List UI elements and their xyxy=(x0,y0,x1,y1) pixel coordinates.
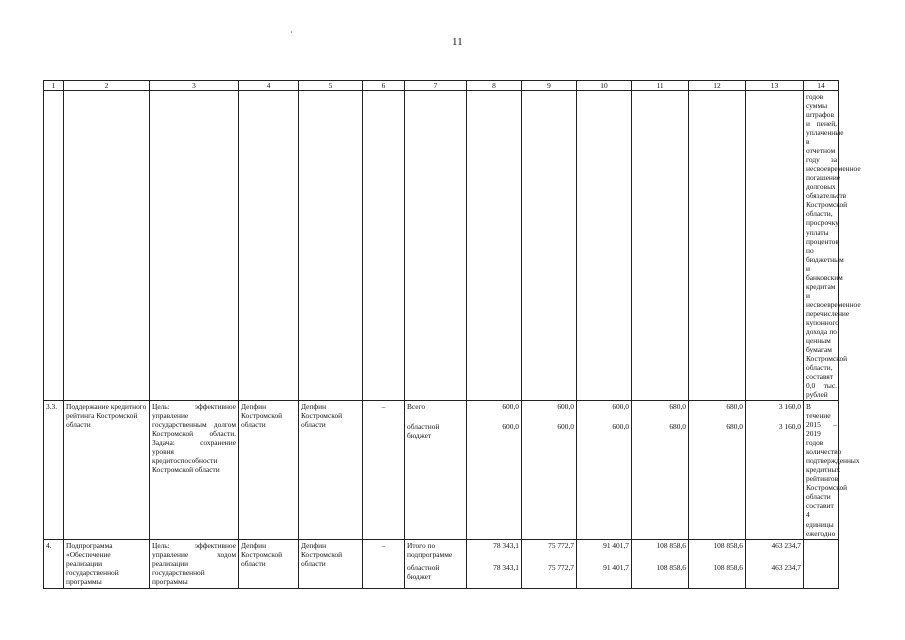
value-total: 680,0 xyxy=(726,402,743,412)
header-cell: 4 xyxy=(239,81,299,91)
executor-cell: Депфин Костромской области xyxy=(239,401,299,539)
header-cell: 9 xyxy=(522,81,577,91)
header-row xyxy=(44,81,839,91)
value-cell xyxy=(746,401,804,539)
value-total: 91 401,7 xyxy=(603,540,629,550)
col6-cell: – xyxy=(363,401,405,539)
table-row-continuation xyxy=(44,91,839,401)
result-cell xyxy=(804,539,839,588)
header-cell: 3 xyxy=(150,81,239,91)
header-cell: 10 xyxy=(577,81,632,91)
value-budget: 680,0 xyxy=(669,422,686,432)
value-cell xyxy=(522,401,577,539)
value-total: 600,0 xyxy=(557,402,574,412)
header-cell: 1 xyxy=(44,81,64,91)
value-cell xyxy=(522,539,577,588)
value-budget: 108 858,6 xyxy=(713,562,743,572)
event-name: Подпрограмма «Обеспечение реализации государственной программы xyxy=(64,539,150,588)
header-cell: 6 xyxy=(363,81,405,91)
executor-cell: Депфин Костромской области xyxy=(239,539,299,588)
value-total: 463 234,7 xyxy=(771,540,801,550)
value-total: 3 160,0 xyxy=(778,402,801,412)
value-cell xyxy=(689,539,746,588)
participant-cell: Депфин Костромской области xyxy=(299,539,363,588)
value-total: 108 858,6 xyxy=(713,540,743,550)
program-table xyxy=(43,80,861,589)
header-cell: 14 xyxy=(804,81,839,91)
row-number: 4. xyxy=(44,539,64,588)
source-budget: областной бюджет xyxy=(407,422,440,441)
value-total: 75 772,7 xyxy=(548,540,574,550)
value-cell xyxy=(689,401,746,539)
value-cell xyxy=(577,401,632,539)
header-cell: 7 xyxy=(405,81,467,91)
header-cell: 13 xyxy=(746,81,804,91)
value-total: 108 858,6 xyxy=(656,540,686,550)
value-cell xyxy=(577,539,632,588)
result-cell: В течение 2015 – 2019 годов количество подтвержденных кредитных рейтингов Костромской области составит 4 единицы ежегодно xyxy=(804,401,839,539)
event-name: Поддержание кредитного рейтинга Костромской области xyxy=(64,401,150,539)
header-cell: 5 xyxy=(299,81,363,91)
source-budget: областной бюджет xyxy=(407,562,440,581)
result-cell: годов суммы штрафов и пеней, уплаченные в отчетном году за несвоевременное погашение долговых обязательств Костромской области, просрочку уплаты процентов по бюджетным и банковским кредитам и несвоевременное перечисление купонного дохода по ценным бумагам Костромской области, составят 0,0 тыс. рублей xyxy=(804,91,839,401)
source-total: Всего xyxy=(407,402,426,412)
header-cell: 8 xyxy=(467,81,522,91)
value-cell xyxy=(632,539,689,588)
participant-cell: Депфин Костромской области xyxy=(299,401,363,539)
source-cell xyxy=(405,539,467,588)
source-cell xyxy=(405,401,467,539)
value-budget: 3 160,0 xyxy=(778,422,801,432)
header-cell: 12 xyxy=(689,81,746,91)
goal-cell: Цель: эффективное управление ходом реализации государственной программы xyxy=(150,539,239,588)
value-budget: 108 858,6 xyxy=(656,562,686,572)
goal-cell: Цель: эффективное управление государственным долгом Костромской области. Задача: сохранение уровня кредитоспособности Костромской области xyxy=(150,401,239,539)
value-cell xyxy=(632,401,689,539)
value-budget: 91 401,7 xyxy=(603,562,629,572)
stray-dot: · xyxy=(290,28,293,37)
table-row-4 xyxy=(44,539,839,588)
value-budget: 600,0 xyxy=(502,422,519,432)
col6-cell: – xyxy=(363,539,405,588)
value-cell xyxy=(467,401,522,539)
value-cell xyxy=(467,539,522,588)
value-total: 78 343,1 xyxy=(493,540,519,550)
source-total: Итого по подпрограмме xyxy=(407,540,453,559)
row-number: 3.3. xyxy=(44,401,64,539)
table-row-3-3 xyxy=(44,401,839,539)
value-total: 600,0 xyxy=(502,402,519,412)
header-cell: 11 xyxy=(632,81,689,91)
value-total: 680,0 xyxy=(669,402,686,412)
value-budget: 78 343,1 xyxy=(493,562,519,572)
value-budget: 463 234,7 xyxy=(771,562,801,572)
value-total: 600,0 xyxy=(612,402,629,412)
page-number: 11 xyxy=(452,36,463,48)
header-cell: 2 xyxy=(64,81,150,91)
value-budget: 600,0 xyxy=(612,422,629,432)
value-cell xyxy=(746,539,804,588)
value-budget: 680,0 xyxy=(726,422,743,432)
value-budget: 75 772,7 xyxy=(548,562,574,572)
value-budget: 600,0 xyxy=(557,422,574,432)
